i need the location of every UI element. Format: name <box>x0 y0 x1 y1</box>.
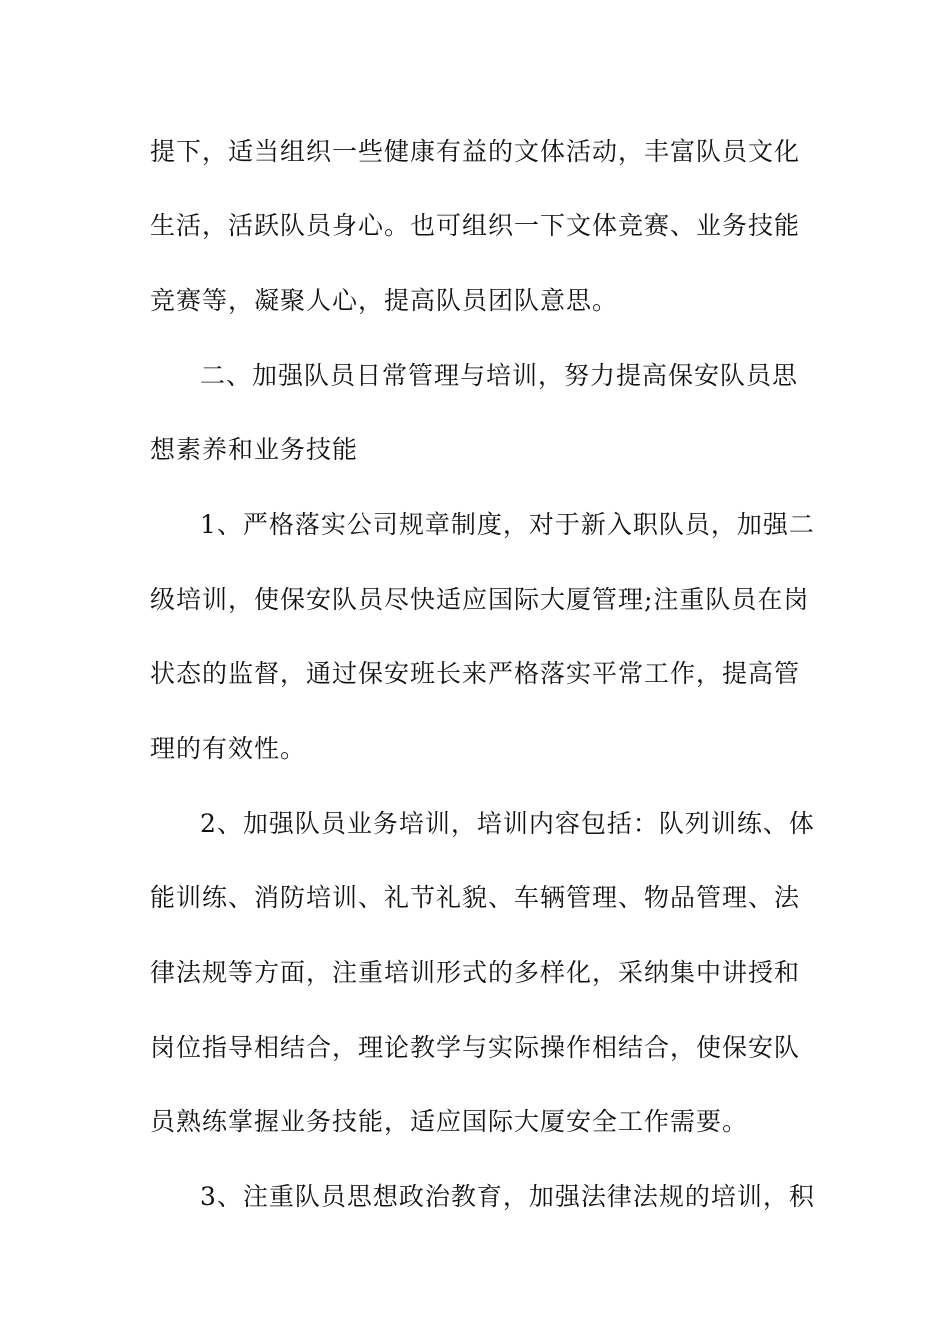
section-heading: 二、加强队员日常管理与培训，努力提高保安队员思 <box>200 361 799 390</box>
text-line: 能训练、消防培训、礼节礼貌、车辆管理、物品管理、法 <box>150 883 801 912</box>
text-line: 3、注重队员思想政治教育，加强法律法规的培训，积 <box>200 1182 815 1211</box>
text-line: 提下，适当组织一些健康有益的文体活动，丰富队员文化 <box>150 137 801 166</box>
text-line: 1、严格落实公司规章制度，对于新入职队员，加强二 <box>200 510 815 539</box>
section-heading-continued: 想素养和业务技能 <box>150 435 359 464</box>
text-line: 级培训，使保安队员尽快适应国际大厦管理;注重队员在岗 <box>150 585 810 614</box>
text-line: 律法规等方面，注重培训形式的多样化，采纳集中讲授和 <box>150 958 801 987</box>
text-line: 岗位指导相结合，理论教学与实际操作相结合，使保安队 <box>150 1033 801 1062</box>
text-line: 生活，活跃队员身心。也可组织一下文体竞赛、业务技能 <box>150 211 801 240</box>
text-line: 竞赛等，凝聚人心，提高队员团队意思。 <box>150 286 619 315</box>
text-line: 2、加强队员业务培训，培训内容包括：队列训练、体 <box>200 809 815 838</box>
text-line: 员熟练掌握业务技能，适应国际大厦安全工作需要。 <box>150 1107 749 1136</box>
text-line: 状态的监督，通过保安班长来严格落实平常工作，提高管 <box>150 659 801 688</box>
text-line: 理的有效性。 <box>150 734 307 763</box>
